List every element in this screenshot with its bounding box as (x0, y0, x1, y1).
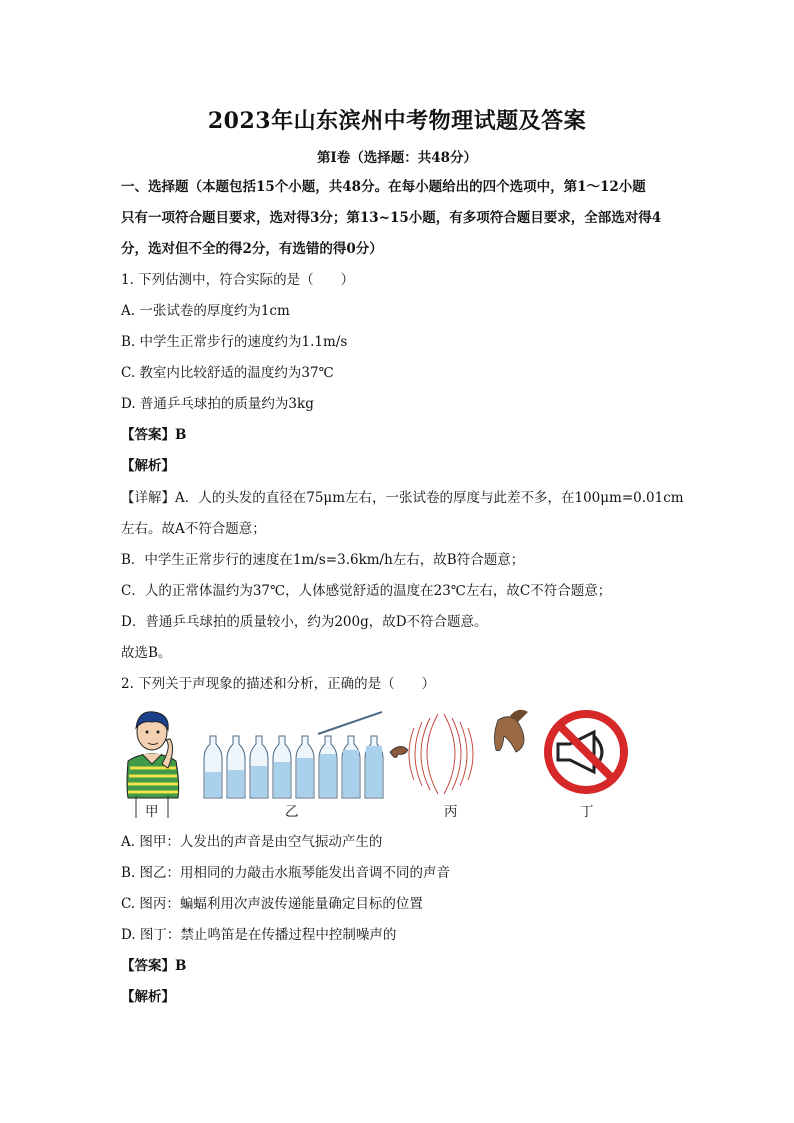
question-1-detail-line: C．人的正常体温约为37℃，人体感觉舒适的温度在23℃左右，故C不符合题意； (121, 583, 612, 599)
question-2-analysis: 【解析】 (121, 989, 175, 1005)
question-1-option-d: D. 普通乒乓球拍的质量约为3kg (121, 396, 314, 412)
question-2-answer: 【答案】B (121, 958, 187, 974)
question-1-detail-line: D．普通乒乓球拍的质量较小，约为200g，故D不符合题意。 (121, 614, 488, 630)
section-subtitle: 第Ⅰ卷（选择题：共48分） (316, 150, 478, 166)
figure-label-yi: 乙 (285, 804, 299, 820)
question-2-stem: 2. 下列关于声现象的描述和分析，正确的是（ ） (121, 676, 436, 692)
question-2-option-a: A. 图甲：人发出的声音是由空气振动产生的 (121, 834, 383, 850)
water-bottles-illustration (204, 712, 383, 798)
question-1-detail-line: 左右。故A不符合题意； (121, 521, 266, 537)
question-1-detail-line: 【详解】A．人的头发的直径在75μm左右，一张试卷的厚度与此差不多，在100μm=0.01cm (121, 490, 684, 506)
question-2-figure (118, 706, 638, 826)
page-title: 2023年山东滨州中考物理试题及答案 (207, 108, 587, 134)
section-header-line: 只有一项符合题目要求，选对得3分；第13~15小题，有多项符合题目要求，全部选对得4 (121, 210, 662, 226)
question-2-option-c: C. 图丙：蝙蝠利用次声波传递能量确定目标的位置 (121, 896, 423, 912)
question-2-option-d: D. 图丁：禁止鸣笛是在传播过程中控制噪声的 (121, 927, 397, 943)
question-1-option-b: B. 中学生正常步行的速度约为1.1m/s (121, 334, 348, 350)
question-1-stem: 1. 下列估测中，符合实际的是（ ） (121, 272, 355, 288)
no-honking-sign (548, 714, 624, 790)
figure-label-jia: 甲 (145, 804, 159, 820)
figure-label-ding: 丁 (580, 804, 594, 820)
question-1-option-a: A. 一张试卷的厚度约为1cm (121, 303, 290, 319)
section-header-line: 一、选择题（本题包括15个小题，共48分。在每小题给出的四个选项中，第1～12小题 (121, 179, 646, 195)
question-1-conclusion: 故选B。 (121, 645, 172, 661)
question-1-answer: 【答案】B (121, 427, 187, 443)
bat-echolocation-illustration (390, 710, 528, 794)
question-1-analysis: 【解析】 (121, 458, 175, 474)
figure-label-bing: 丙 (444, 804, 458, 820)
question-2-option-b: B. 图乙：用相同的力敲击水瓶琴能发出音调不同的声音 (121, 865, 451, 881)
section-header-line: 分，选对但不全的得2分，有选错的得0分） (121, 241, 383, 257)
question-1-detail-line: B．中学生正常步行的速度在1m/s=3.6km/h左右，故B符合题意； (121, 552, 525, 568)
question-1-option-c: C. 教室内比较舒适的温度约为37℃ (121, 365, 334, 381)
